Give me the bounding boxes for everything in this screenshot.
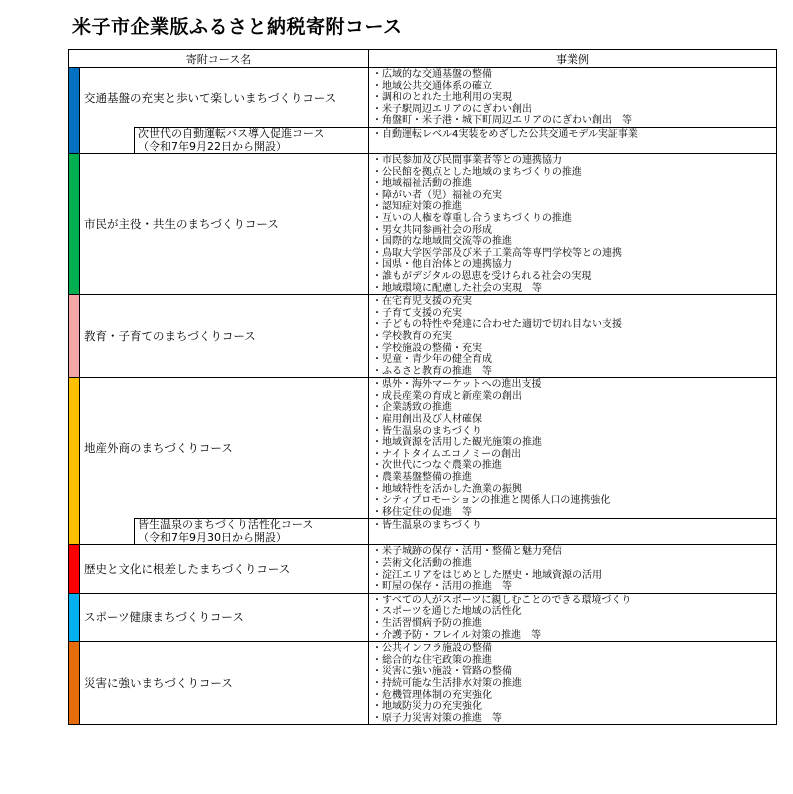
- examples-cell: [369, 378, 777, 519]
- example-item: ・地域特性を活かした漁業の振興: [372, 483, 523, 495]
- sub-course-indent: [80, 519, 135, 545]
- example-item: ・在宅育児支援の充実: [372, 296, 473, 308]
- example-item: ・認知症対策の推進: [372, 201, 463, 213]
- example-item: ・米子駅周辺エリアのにぎわい創出: [372, 103, 533, 115]
- example-item: ・災害に強い施設・管路の整備: [372, 666, 513, 678]
- example-item: ・皆生温泉のまちづくり: [372, 425, 482, 437]
- examples-cell: [369, 593, 777, 641]
- example-item: ・ナイトタイムエコノミーの創出: [372, 448, 522, 460]
- example-item: ・県外・海外マーケットへの進出支援: [372, 379, 542, 391]
- sub-course-indent: [80, 128, 135, 154]
- example-item: ・鳥取大学医学部及び米子工業高等専門学校等との連携: [372, 247, 623, 259]
- course-color-bar: [69, 68, 80, 128]
- example-item: ・皆生温泉のまちづくり: [372, 520, 482, 532]
- example-item: ・国際的な地域間交流等の推進: [372, 236, 513, 248]
- example-item: ・地域福祉活動の推進: [372, 178, 473, 190]
- course-name: 災害に強いまちづくりコース: [80, 642, 369, 725]
- course-name: 市民が主役・共生のまちづくりコース: [80, 154, 369, 295]
- course-name: 教育・子育てのまちづくりコース: [80, 295, 369, 378]
- sub-course-row: [69, 128, 777, 154]
- example-item: ・成長産業の育成と新産業の創出: [372, 390, 523, 402]
- table-header-row: [69, 50, 777, 68]
- example-item: ・生活習慣病予防の推進: [372, 617, 483, 629]
- examples-cell: [369, 295, 777, 378]
- example-item: ・移住定住の促進 等: [372, 506, 473, 518]
- examples-cell: [369, 545, 777, 593]
- example-item: ・すべての人がスポーツに親しむことのできる環境づくり: [372, 594, 632, 606]
- course-color-bar: [69, 642, 80, 725]
- course-name: 地産外商のまちづくりコース: [80, 378, 369, 519]
- example-item: ・男女共同参画社会の形成: [372, 224, 493, 236]
- course-name: 歴史と文化に根差したまちづくりコース: [80, 545, 369, 593]
- example-item: ・次世代につなぐ農業の推進: [372, 460, 502, 472]
- examples-cell: [369, 128, 777, 154]
- examples-cell: [369, 154, 777, 295]
- example-item: ・誰もがデジタルの恩恵を受けられる社会の実現: [372, 270, 592, 282]
- example-item: ・ふるさと教育の推進 等: [372, 365, 493, 377]
- sub-course-open-date: （令和7年9月30日から開設）: [138, 530, 287, 544]
- examples-cell: [369, 642, 777, 725]
- course-color-bar: [69, 128, 80, 154]
- sub-course-name: [135, 128, 369, 154]
- example-item: ・学校施設の整備・充実: [372, 342, 483, 354]
- course-row: [69, 593, 777, 641]
- course-color-bar: [69, 519, 80, 545]
- sub-course-row: [69, 519, 777, 545]
- course-name: 交通基盤の充実と歩いて楽しいまちづくりコース: [80, 68, 369, 128]
- course-color-bar: [69, 295, 80, 378]
- example-item: ・雇用創出及び人材確保: [372, 414, 483, 426]
- example-item: ・原子力災害対策の推進 等: [372, 712, 503, 724]
- example-item: ・地域環境に配慮した社会の実現 等: [372, 282, 543, 294]
- examples-cell: [369, 68, 777, 128]
- course-row: [69, 154, 777, 295]
- example-item: ・公共インフラ施設の整備: [372, 643, 493, 655]
- example-item: ・国県・他自治体との連携協力: [372, 259, 513, 271]
- example-item: ・スポーツを通じた地域の活性化: [372, 606, 522, 618]
- examples-header: 事業例: [369, 50, 777, 68]
- table-body: [69, 68, 777, 725]
- example-item: ・学校教育の充実: [372, 330, 453, 342]
- course-name: スポーツ健康まちづくりコース: [80, 593, 369, 641]
- course-row: [69, 545, 777, 593]
- example-item: ・障がい者（児）福祉の充実: [372, 189, 503, 201]
- course-row: [69, 295, 777, 378]
- course-color-bar: [69, 593, 80, 641]
- example-item: ・淀江エリアをはじめとした歴史・地域資源の活用: [372, 569, 603, 581]
- example-item: ・地域防災力の充実強化: [372, 701, 483, 713]
- examples-cell: [369, 519, 777, 545]
- course-color-bar: [69, 545, 80, 593]
- course-table: [68, 49, 777, 725]
- example-item: ・調和のとれた土地利用の実現: [372, 92, 513, 104]
- example-item: ・子どもの特性や発達に合わせた適切で切れ目ない支援: [372, 319, 623, 331]
- example-item: ・角盤町・米子港・城下町周辺エリアのにぎわい創出 等: [372, 115, 633, 127]
- example-item: ・互いの人権を尊重し合うまちづくりの推進: [372, 212, 572, 224]
- sub-course-title: 次世代の自動運転バス導入促進コース: [138, 127, 325, 140]
- example-item: ・公民館を拠点とした地域のまちづくりの推進: [372, 166, 582, 178]
- sub-course-title: 皆生温泉のまちづくり活性化コース: [138, 518, 314, 532]
- example-item: ・農業基盤整備の推進: [372, 472, 473, 484]
- example-item: ・総合的な住宅政策の推進: [372, 654, 493, 666]
- course-row: [69, 642, 777, 725]
- example-item: ・芸術文化活動の推進: [372, 558, 473, 569]
- example-item: ・地域資源を活用した観光施策の推進: [372, 437, 543, 449]
- example-item: ・シティプロモーションの推進と関係人口の連携強化: [372, 495, 611, 507]
- course-header: 寄附コース名: [69, 50, 369, 68]
- course-row: [69, 68, 777, 128]
- example-item: ・米子城跡の保存・活用・整備と魅力発信: [372, 546, 563, 558]
- example-item: ・児童・青少年の健全育成: [372, 354, 493, 366]
- example-item: ・企業誘致の推進: [372, 402, 453, 414]
- course-color-bar: [69, 154, 80, 295]
- course-row: [69, 378, 777, 519]
- example-item: ・持続可能な生活排水対策の推進: [372, 677, 523, 689]
- example-item: ・市民参加及び民間事業者等との連携協力: [372, 155, 563, 166]
- page-title: 米子市企業版ふるさと納税寄附コース: [72, 16, 403, 38]
- example-item: ・広域的な交通基盤の整備: [372, 69, 493, 80]
- example-item: ・子育て支援の充実: [372, 307, 463, 319]
- example-item: ・自動運転レベル4実装をめざした公共交通モデル実証事業: [372, 129, 638, 140]
- sub-course-name: [135, 519, 369, 545]
- example-item: ・地域公共交通体系の確立: [372, 80, 493, 92]
- example-item: ・危機管理体制の充実強化: [372, 689, 493, 701]
- course-color-bar: [69, 378, 80, 519]
- example-item: ・町屋の保存・活用の推進 等: [372, 581, 513, 593]
- sub-course-open-date: （令和7年9月22日から開設）: [138, 139, 287, 153]
- example-item: ・介護予防・フレイル対策の推進 等: [372, 629, 542, 641]
